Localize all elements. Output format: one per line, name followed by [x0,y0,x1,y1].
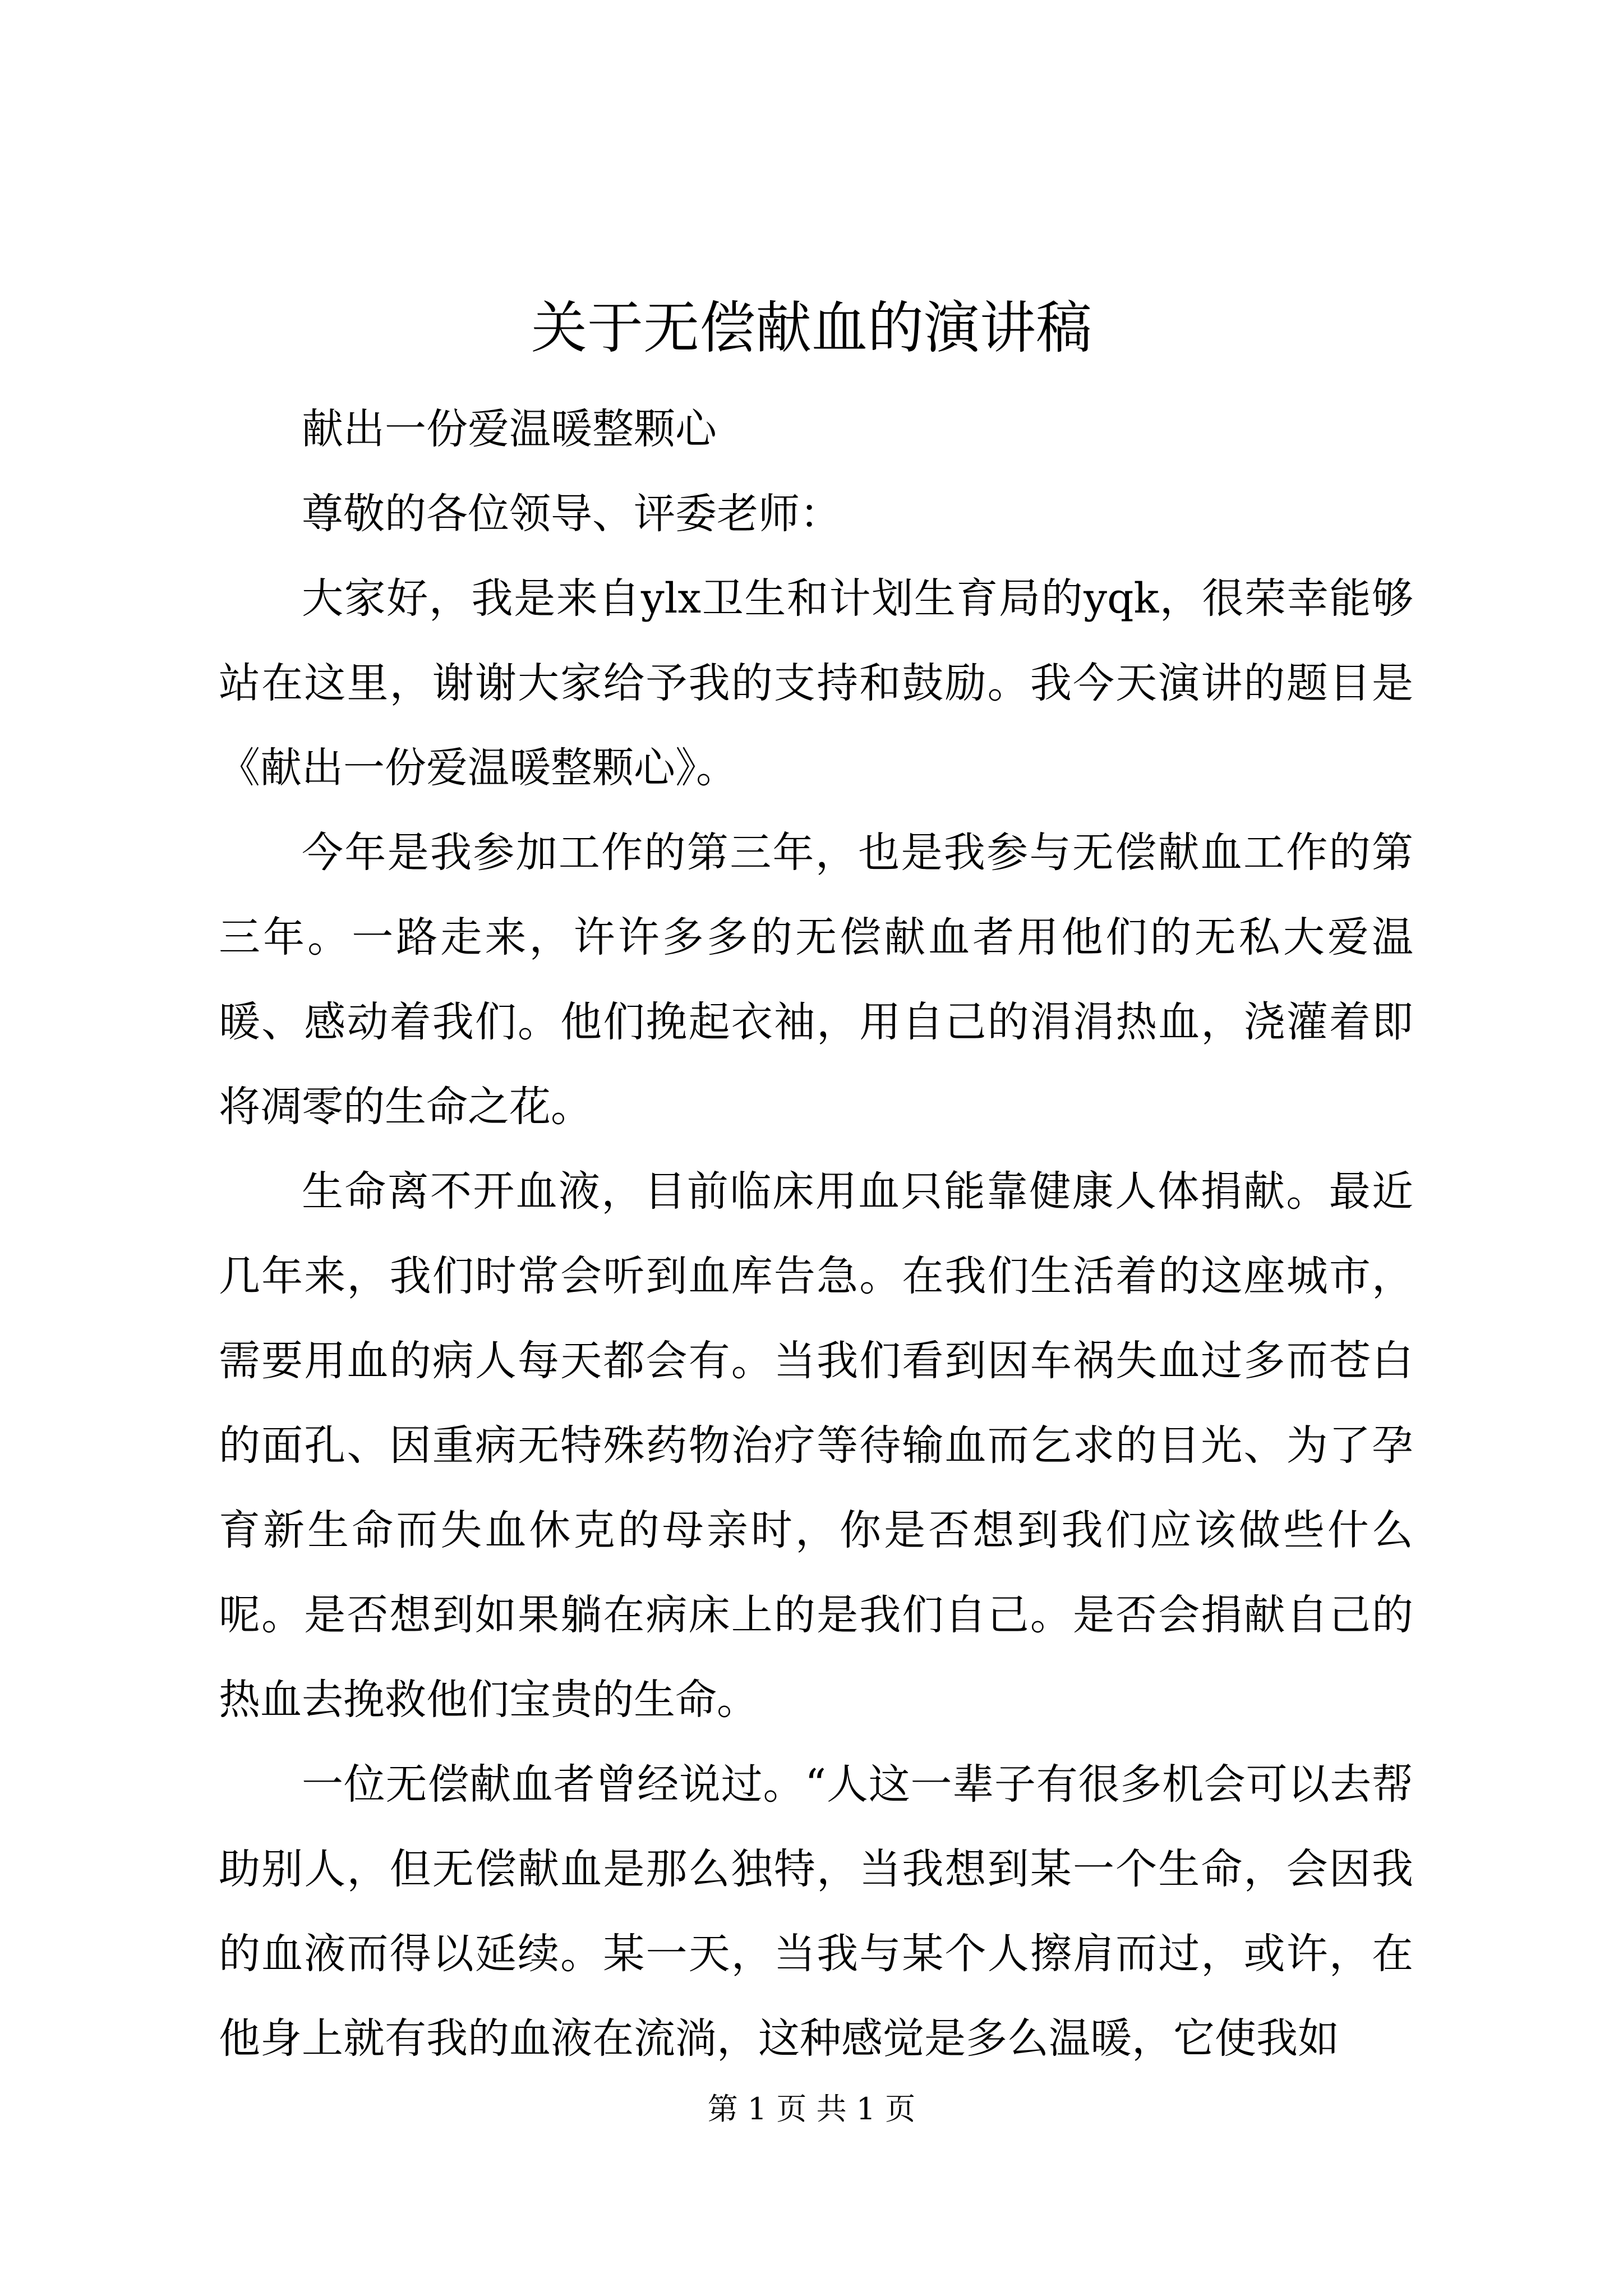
paragraph: 大家好，我是来自ylx卫生和计划生育局的yqk，很荣幸能够站在这里，谢谢大家给予我的支持和鼓励。我今天演讲的题目是《献出一份爱温暖整颗心》。 [219,574,1413,792]
document-title: 关于无偿献血的演讲稿 [531,295,1092,361]
paragraph: 尊敬的各位领导、评委老师： [302,490,841,538]
paragraph: 一位无偿献血者曾经说过。“人这一辈子有很多机会可以去帮助别人，但无偿献血是那么独特，当我想到某一个生命，会因我的血液而得以延续。某一天，当我与某个人擦肩而过，或许，在他身上就有我的血液在流淌，这种感觉是多么温暖，它使我如 [219,1760,1413,2063]
document-body [219,387,1413,2081]
paragraph: 今年是我参加工作的第三年，也是我参与无偿献血工作的第三年。一路走来，许许多多的无偿献血者用他们的无私大爱温暖、感动着我们。他们挽起衣袖，用自己的涓涓热血，浇灌着即将凋零的生命之花。 [219,829,1413,1131]
page-footer: 第 1 页 共 1 页 [707,2091,916,2127]
paragraph: 献出一份爱温暖整颗心 [302,405,717,453]
paragraph: 生命离不开血液，目前临床用血只能靠健康人体捐献。最近几年来，我们时常会听到血库告急。在我们生活着的这座城市，需要用血的病人每天都会有。当我们看到因车祸失血过多而苍白的面孔、因重病无特殊药物治疗等待输血而乞求的目光、为了孕育新生命而失血休克的母亲时，你是否想到我们应该做些什么呢。是否想到如果躺在病床上的是我们自己。是否会捐献自己的热血去挽救他们宝贵的生命。 [219,1167,1413,1724]
